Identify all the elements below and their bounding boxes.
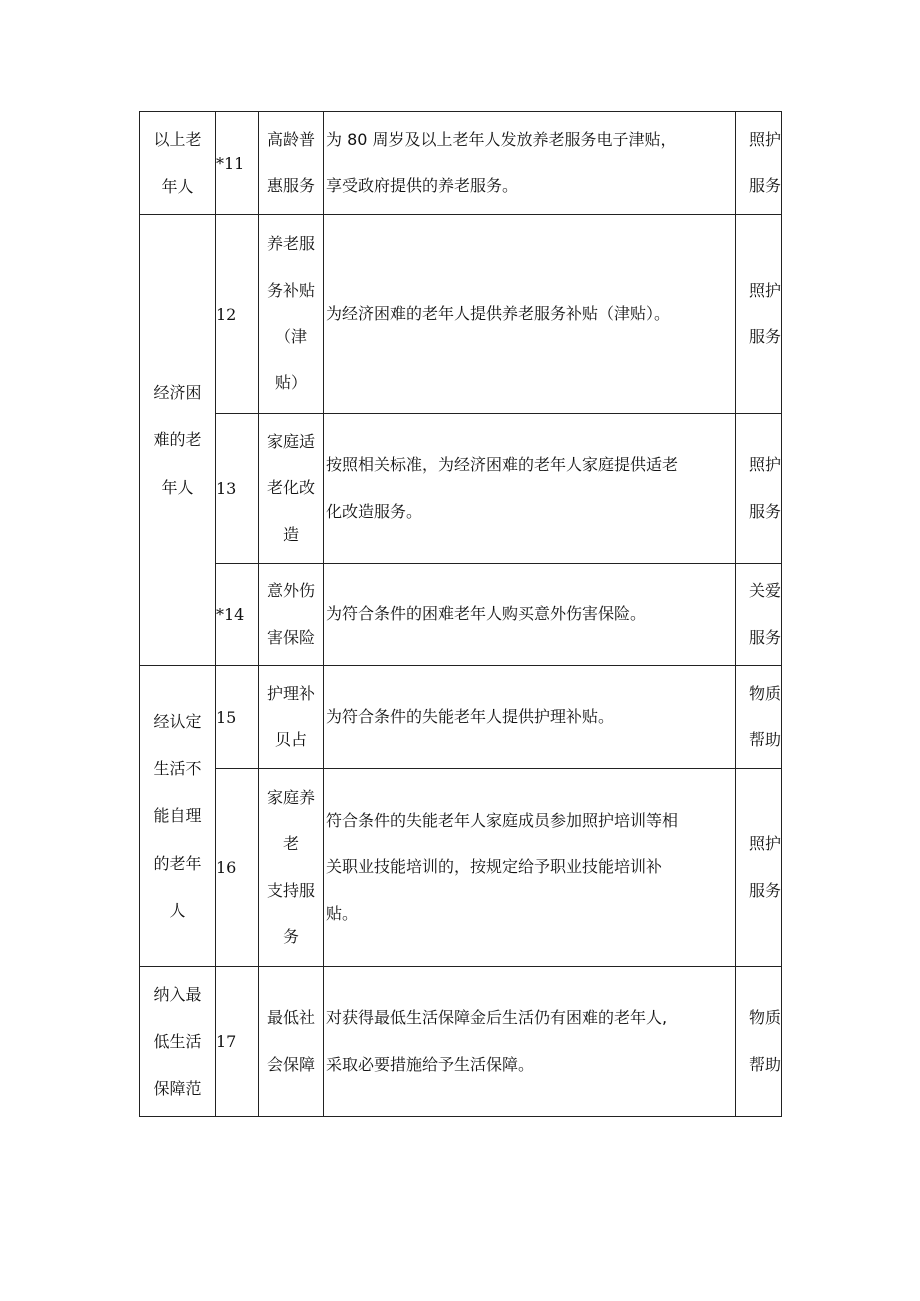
service-type-cell (736, 666, 782, 769)
item-number: 15 (216, 666, 259, 769)
description-line: 贴。 (326, 903, 359, 923)
service-type-line: 照护 (748, 834, 781, 854)
description-cell (324, 769, 736, 967)
item-name-line: 会保障 (266, 1054, 315, 1074)
category-line: 低生活 (153, 1031, 202, 1051)
service-type-cell (736, 967, 782, 1117)
item-name-line: 造 (282, 524, 299, 544)
category-cell (140, 112, 216, 215)
service-type-cell (736, 769, 782, 967)
item-number: 13 (216, 414, 259, 564)
description-cell (324, 414, 736, 564)
item-name-line: （津 (274, 327, 307, 346)
item-number: *11 (216, 112, 259, 215)
category-cell (140, 967, 216, 1117)
category-line: 纳入最 (153, 984, 202, 1004)
description-cell (324, 215, 736, 414)
item-name-line: 老化改 (266, 478, 315, 498)
service-type-line: 关爱 (748, 581, 781, 601)
item-number: *14 (216, 564, 259, 666)
item-name-line: 害保险 (266, 627, 315, 647)
item-name-line: 意外伤 (266, 581, 315, 601)
description-line: 为经济困难的老年人提供养老服务补贴（津贴）。 (326, 303, 671, 323)
category-line: 经认定 (153, 712, 202, 732)
description-cell (324, 666, 736, 769)
description-cell (324, 967, 736, 1117)
item-name-cell (259, 564, 324, 666)
item-name-line: 护理补 (266, 683, 315, 703)
description-line: 为符合条件的失能老年人提供护理补贴。 (326, 706, 615, 726)
item-name-line: 贴） (274, 373, 307, 393)
item-number: 16 (216, 769, 259, 967)
table-row (140, 967, 782, 1117)
category-line: 经济困 (153, 383, 202, 403)
category-cell (140, 666, 216, 967)
description-line: 关职业技能培训的，按规定给予职业技能培训补 (326, 857, 663, 877)
description-line: 为 80 周岁及以上老年人发放养老服务电子津贴， (326, 129, 677, 149)
category-line: 年人 (161, 177, 194, 196)
table-row (140, 769, 782, 967)
table-row (140, 564, 782, 666)
service-type-line: 服务 (748, 880, 781, 900)
category-line: 能自理 (153, 806, 202, 826)
service-type-line: 照护 (748, 129, 781, 149)
item-name-line: 最低社 (266, 1008, 315, 1028)
description-line: 按照相关标准，为经济困难的老年人家庭提供适老 (326, 455, 679, 475)
category-line: 人 (169, 900, 186, 920)
description-cell (324, 564, 736, 666)
item-name-line: 务 (282, 926, 299, 946)
service-type-line: 服务 (748, 176, 781, 195)
item-name-line: 老 (282, 834, 299, 854)
category-line: 保障范 (153, 1079, 202, 1099)
description-line: 为符合条件的困难老年人购买意外伤害保险。 (326, 604, 647, 624)
item-name-cell (259, 769, 324, 967)
service-type-line: 帮助 (748, 730, 781, 749)
service-type-line: 物质 (748, 1008, 781, 1028)
table-row (140, 414, 782, 564)
category-line: 的老年 (153, 853, 202, 873)
description-cell (324, 112, 736, 215)
service-type-line: 物质 (748, 683, 781, 703)
item-name-cell (259, 666, 324, 769)
table-row (140, 666, 782, 769)
description-line: 采取必要措施给予生活保障。 (326, 1054, 535, 1074)
service-type-line: 照护 (748, 455, 781, 475)
description-line: 对获得最低生活保障金后生活仍有困难的老年人, (326, 1008, 668, 1028)
category-line: 生活不 (153, 759, 202, 779)
table-row (140, 215, 782, 414)
category-cell (140, 215, 216, 666)
item-name-line: 高龄普 (266, 129, 315, 149)
description-line: 符合条件的失能老年人家庭成员参加照护培训等相 (326, 810, 679, 830)
item-name-line: 支持服 (266, 880, 315, 900)
category-line: 年人 (161, 477, 194, 497)
table-row (140, 112, 782, 215)
service-type-cell (736, 414, 782, 564)
service-type-line: 服务 (748, 327, 781, 346)
item-name-line: 惠服务 (266, 176, 315, 195)
item-name-cell (259, 215, 324, 414)
item-name-line: 务补贴 (266, 280, 315, 300)
item-name-cell (259, 414, 324, 564)
services-table (139, 111, 782, 1117)
item-name-cell (259, 112, 324, 215)
item-name-cell (259, 967, 324, 1117)
description-line: 享受政府提供的养老服务。 (326, 176, 519, 195)
service-type-line: 服务 (748, 501, 781, 521)
service-type-line: 服务 (748, 627, 781, 647)
item-name-line: 家庭适 (266, 431, 315, 451)
category-line: 以上老 (153, 129, 202, 149)
item-number: 12 (216, 215, 259, 414)
item-name-line: 贝占 (274, 730, 307, 749)
item-name-line: 家庭养 (266, 787, 315, 807)
service-type-cell (736, 112, 782, 215)
service-type-cell (736, 564, 782, 666)
category-line: 难的老 (153, 430, 202, 450)
item-name-line: 养老服 (266, 234, 315, 254)
description-line: 化改造服务。 (326, 501, 423, 521)
service-type-cell (736, 215, 782, 414)
item-number: 17 (216, 967, 259, 1117)
service-type-line: 帮助 (748, 1054, 781, 1074)
service-type-line: 照护 (748, 280, 781, 300)
